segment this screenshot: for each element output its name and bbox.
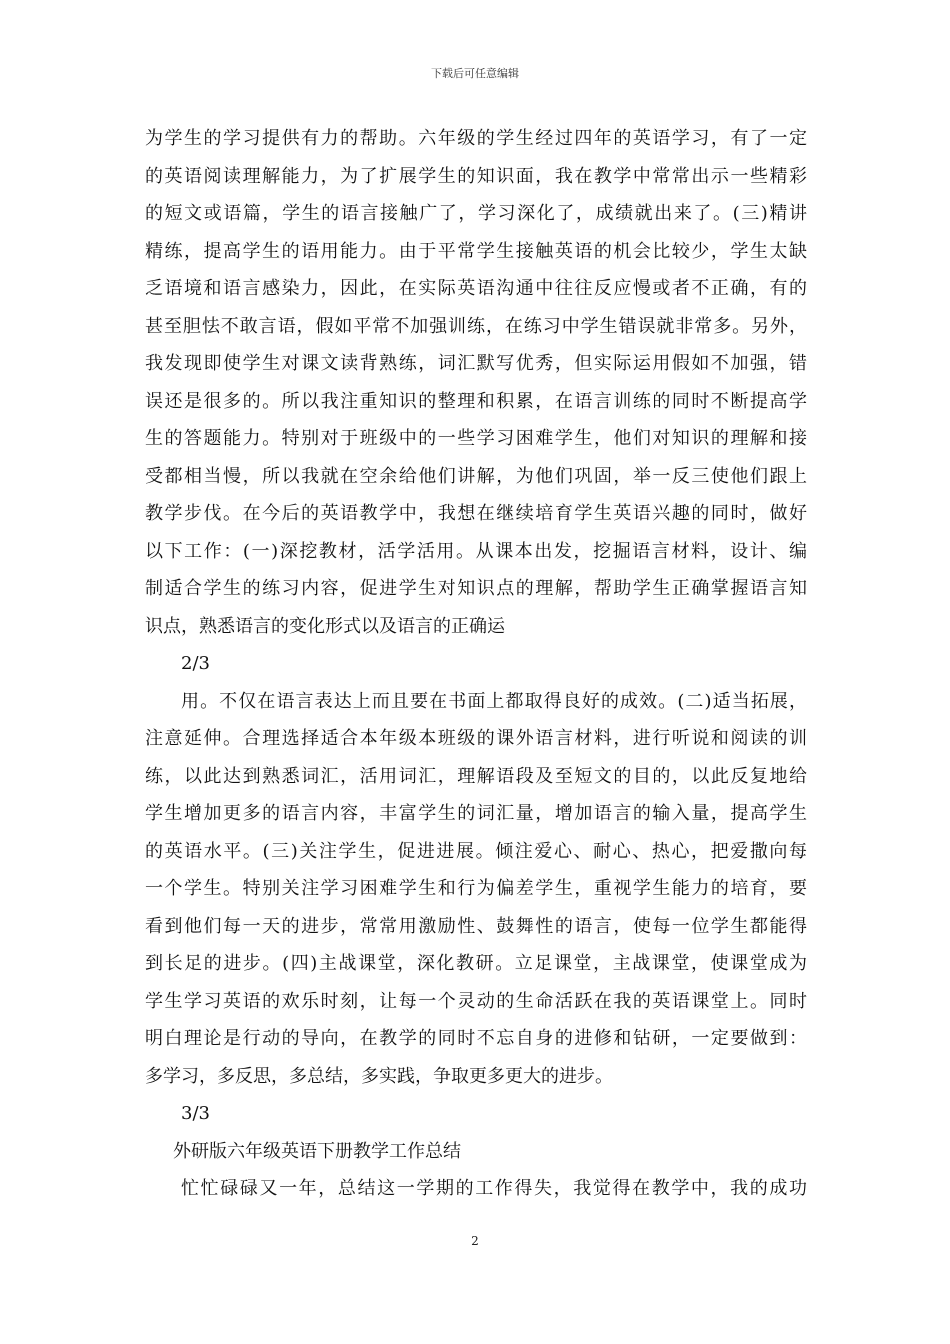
text-line: 看到他们每一天的进步，常常用激励性、鼓舞性的语言，使每一位学生都能得 [145, 915, 807, 937]
text-line: 注意延伸。合理选择适合本年级本班级的课外语言材料，进行听说和阅读的训 [145, 728, 807, 749]
text-line: 忙忙碌碌又一年，总结这一学期的工作得失，我觉得在教学中，我的成功 [181, 1178, 807, 1199]
text-line: 多学习，多反思，多总结，多实践，争取更多更大的进步。 [145, 1065, 613, 1087]
text-line: 受都相当慢，所以我就在空余给他们讲解，为他们巩固，举一反三使他们跟上 [145, 465, 807, 487]
text-line: 的英语阅读理解能力，为了扩展学生的知识面，我在教学中常常出示一些精彩 [145, 165, 807, 187]
text-line: 用。不仅在语言表达上而且要在书面上都取得良好的成效。(二)适当拓展， [181, 690, 807, 712]
text-line: 一个学生。特别关注学习困难学生和行为偏差学生，重视学生能力的培育，要 [145, 878, 807, 899]
text-line: 以下工作：(一)深挖教材，活学活用。从课本出发，挖掘语言材料，设计、编 [145, 540, 807, 562]
body-text [145, 120, 807, 1208]
section-title: 外研版六年级英语下册教学工作总结 [173, 1140, 461, 1162]
text-line: 学生增加更多的语言内容，丰富学生的词汇量，增加语言的输入量，提高学生 [145, 803, 807, 824]
text-line: 教学步伐。在今后的英语教学中，我想在继续培育学生英语兴趣的同时，做好 [145, 503, 807, 524]
text-line: 的英语水平。(三)关注学生，促进进展。倾注爱心、耐心、热心，把爱撒向每 [145, 840, 807, 862]
page-marker: 2/3 [181, 653, 210, 674]
text-line: 练，以此达到熟悉词汇，活用词汇，理解语段及至短文的目的，以此反复地给 [145, 765, 807, 787]
text-line: 乏语境和语言感染力，因此，在实际英语沟通中往往反应慢或者不正确，有的 [145, 278, 807, 299]
text-line: 明白理论是行动的导向，在教学的同时不忘自身的进修和钻研，一定要做到： [145, 1028, 807, 1049]
text-line: 精练，提高学生的语用能力。由于平常学生接触英语的机会比较少，学生太缺 [145, 240, 807, 262]
text-line: 学生学习英语的欢乐时刻，让每一个灵动的生命活跃在我的英语课堂上。同时 [145, 990, 807, 1012]
text-line: 到长足的进步。(四)主战课堂，深化教研。立足课堂，主战课堂，使课堂成为 [145, 953, 807, 974]
page-header: 下载后可任意编辑 [431, 67, 519, 80]
text-line: 识点，熟悉语言的变化形式以及语言的正确运 [145, 615, 505, 637]
page-marker: 3/3 [181, 1103, 210, 1124]
text-line: 的短文或语篇，学生的语言接触广了，学习深化了，成绩就出来了。(三)精讲 [145, 203, 807, 224]
text-line: 误还是很多的。所以我注重知识的整理和积累，在语言训练的同时不断提高学 [145, 390, 807, 412]
text-line: 生的答题能力。特别对于班级中的一些学习困难学生，他们对知识的理解和接 [145, 428, 807, 449]
text-line: 甚至胆怯不敢言语，假如平常不加强训练，在练习中学生错误就非常多。另外， [145, 315, 807, 337]
text-line: 为学生的学习提供有力的帮助。六年级的学生经过四年的英语学习，有了一定 [145, 128, 807, 149]
text-line: 制适合学生的练习内容，促进学生对知识点的理解，帮助学生正确掌握语言知 [145, 578, 807, 599]
page-number: 2 [471, 1234, 479, 1248]
text-line: 我发现即使学生对课文读背熟练，词汇默写优秀，但实际运用假如不加强，错 [145, 353, 807, 374]
